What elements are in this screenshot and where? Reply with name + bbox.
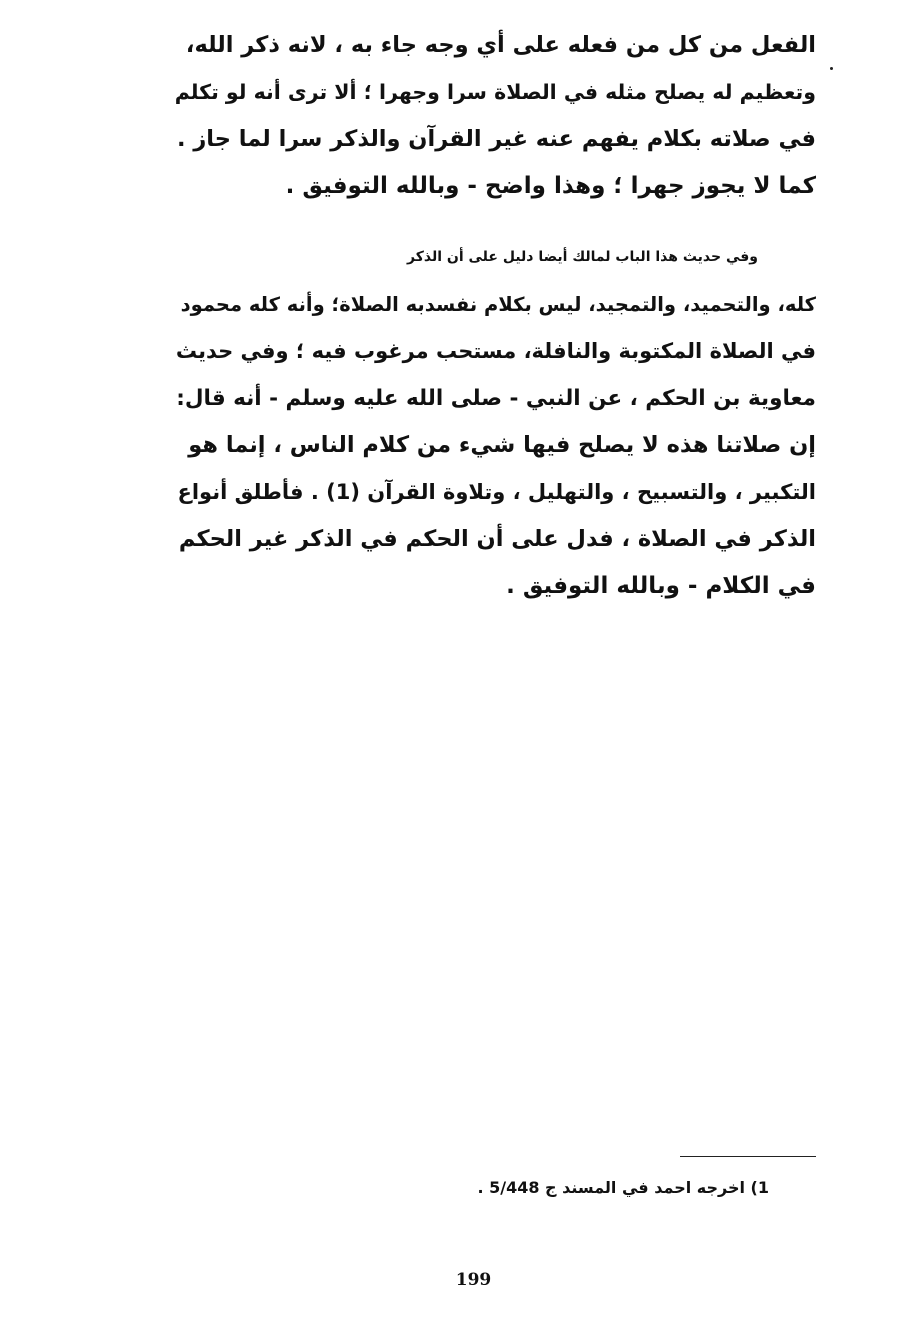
text-line: معاوية بن الحكم ، عن النبي - صلى الله عليه وسلم - أنه قال: [176,386,816,411]
scan-speck [830,67,833,70]
text-line: الذكر في الصلاة ، فدل على أن الحكم في الذكر غير الحكم [178,526,816,552]
text-line: في الصلاة المكتوبة والنافلة، مستحب مرغوب فيه ؛ وفي حديث [175,339,816,363]
body-paragraph-2 [176,234,816,610]
text-line: وفي حديث هذا الباب لمالك أيضا دليل على أن الذكر [407,249,758,265]
footnote-separator [680,1156,816,1157]
text-line: الفعل من كل من فعله على أي وجه جاء به ، لانه ذكر الله، [185,32,816,58]
text-line: وتعظيم له يصلح مثله في الصلاة سرا وجهرا ؛ ألا ترى أنه لو تكلم [174,80,816,104]
text-line: كما لا يجوز جهرا ؛ وهذا واضح - وبالله التوفيق . [285,173,816,199]
text-line: التكبير ، والتسبيح ، والتهليل ، وتلاوة القرآن (1) . فأطلق أنواع [177,480,816,504]
text-line: إن صلاتنا هذه لا يصلح فيها شيء من كلام الناس ، إنما هو [188,432,816,458]
text-line: في الكلام - وبالله التوفيق . [506,573,816,599]
text-line: كله، والتحميد، والتمجيد، ليس بكلام نفسدبه الصلاة؛ وأنه كله محمود [180,293,816,316]
footnote: 1) اخرجه احمد في المسند ج 5/448 . [477,1178,769,1197]
body-paragraph-1 [176,22,816,210]
text-line: في صلاته بكلام يفهم عنه غير القرآن والذكر سرا لما جاز . [176,126,816,152]
page-number: 199 [455,1270,492,1290]
